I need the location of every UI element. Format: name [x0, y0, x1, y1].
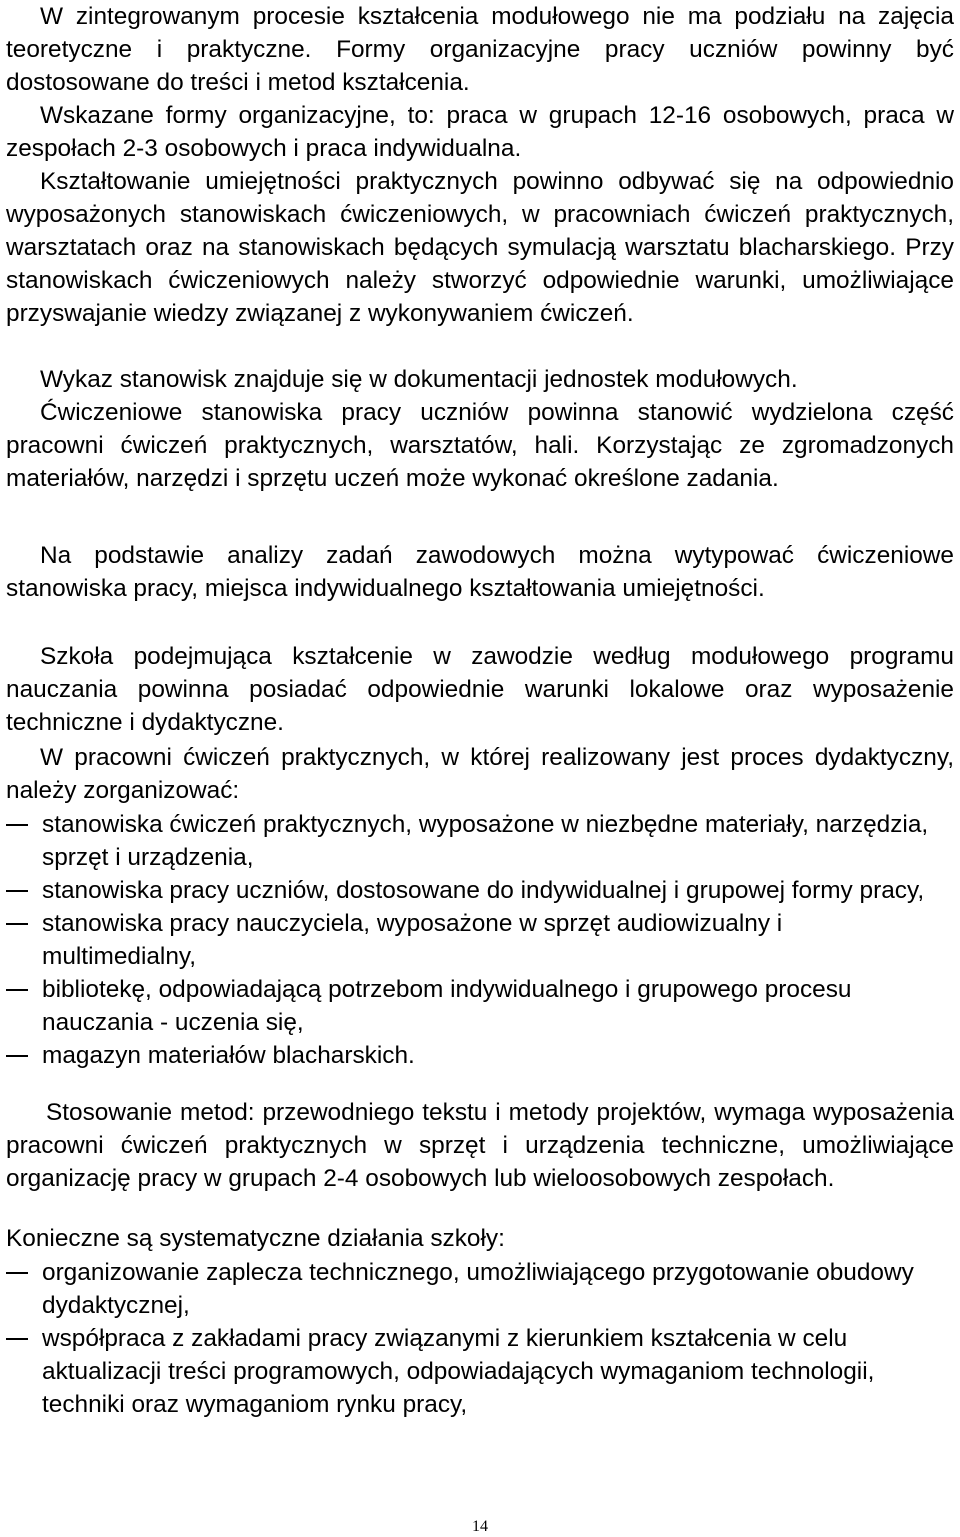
school-actions-list — [6, 1256, 936, 1421]
dash-bullet-icon — [6, 824, 28, 826]
list-item: bibliotekę, odpowiadającą potrzebom indywidualnego i grupowego procesu nauczania - uczenia się, — [6, 973, 936, 1039]
paragraph-skills: Kształtowanie umiejętności praktycznych powinno odbywać się na odpowiednio wyposażonych stanowiskach ćwiczeniowych, w pracowniach ćwiczeń praktycznych, warsztatach oraz na stanowiskach będących symulacją warsztatu blacharskiego. Przy stanowiskach ćwiczeniowych należy stworzyć odpowiednie warunki, umożliwiające przyswajanie wiedzy związanej z wykonywaniem ćwiczeń. — [6, 168, 954, 327]
list-item: współpraca z zakładami pracy związanymi z kierunkiem kształcenia w celu aktualizacji treści programowych, odpowiadających wymaganiom technologii, techniki oraz wymaganiom rynku pracy, — [6, 1322, 936, 1421]
list-item: stanowiska ćwiczeń praktycznych, wyposażone w niezbędne materiały, narzędzia, sprzęt i urządzenia, — [6, 808, 936, 874]
list-item: organizowanie zaplecza technicznego, umożliwiającego przygotowanie obudowy dydaktycznej, — [6, 1256, 936, 1322]
paragraph-intro: W zintegrowanym procesie kształcenia modułowego nie ma podziału na zajęcia teoretyczne i praktyczne. Formy organizacyjne pracy uczniów powinny być dostosowane do treści i metod kształcenia. — [6, 3, 954, 96]
dash-bullet-icon — [6, 989, 28, 991]
paragraph-methods: Stosowanie metod: przewodniego tekstu i metody projektów, wymaga wyposażenia pracowni ćwiczeń praktycznych w sprzęt i urządzenia techniczne, umożliwiające organizację pracy w grupach 2-4 osobowych lub wieloosobowych zespołach. — [6, 1099, 954, 1192]
paragraph-stations-list: Wykaz stanowisk znajduje się w dokumentacji jednostek modułowych. — [40, 366, 798, 393]
paragraph-analysis: Na podstawie analizy zadań zawodowych można wytypować ćwiczeniowe stanowiska pracy, miejsca indywidualnego kształtowania umiejętności. — [6, 542, 954, 602]
dash-bullet-icon — [6, 1338, 28, 1340]
list-item: magazyn materiałów blacharskich. — [6, 1039, 936, 1072]
paragraph-workstations: Ćwiczeniowe stanowiska pracy uczniów powinna stanowić wydzielona część pracowni ćwiczeń praktycznych, warsztatów, hali. Korzystając ze zgromadzonych materiałów, narzędzi i sprzętu uczeń może wykonać określone zadania. — [6, 399, 954, 492]
workshop-equipment-list — [6, 808, 936, 1072]
dash-bullet-icon — [6, 1272, 28, 1274]
dash-bullet-icon — [6, 1055, 28, 1057]
paragraph-school: Szkoła podejmująca kształcenie w zawodzie według modułowego programu nauczania powinna posiadać odpowiednie warunki lokalowe oraz wyposażenie techniczne i dydaktyczne. — [6, 643, 954, 736]
paragraph-forms: Wskazane formy organizacyjne, to: praca w grupach 12-16 osobowych, praca w zespołach 2-3 osobowych i praca indywidualna. — [6, 102, 954, 162]
dash-bullet-icon — [6, 923, 28, 925]
page-number: 14 — [472, 1518, 488, 1535]
paragraph-workshop: W pracowni ćwiczeń praktycznych, w której realizowany jest proces dydaktyczny, należy zorganizować: — [6, 744, 954, 804]
paragraph-school-actions: Konieczne są systematyczne działania szkoły: — [6, 1225, 505, 1252]
dash-bullet-icon — [6, 890, 28, 892]
list-item: stanowiska pracy uczniów, dostosowane do indywidualnej i grupowej formy pracy, — [6, 874, 936, 907]
list-item: stanowiska pracy nauczyciela, wyposażone w sprzęt audiowizualny i multimedialny, — [6, 907, 936, 973]
